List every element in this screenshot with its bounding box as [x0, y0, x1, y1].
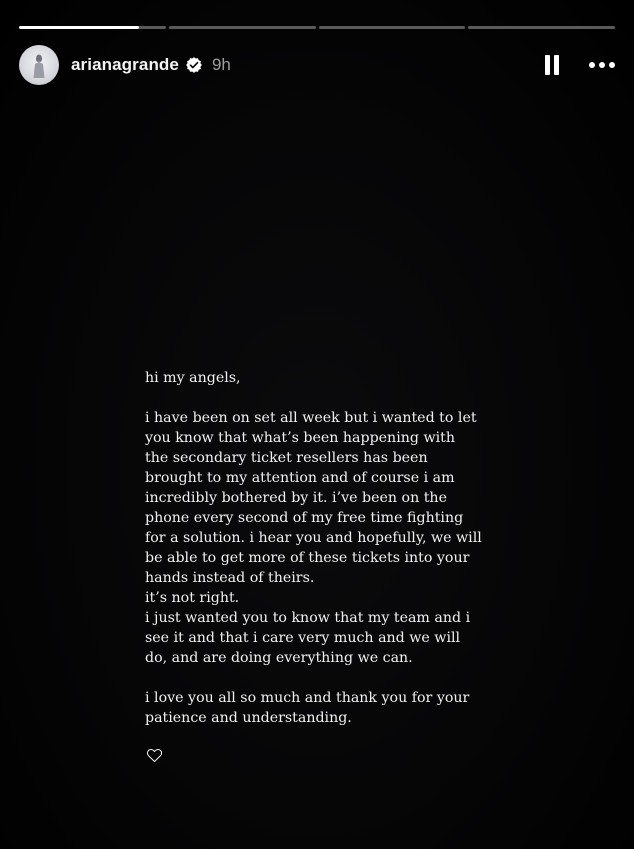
more-dot	[589, 62, 595, 68]
progress-segment	[19, 26, 166, 29]
letter-line: you know that what’s been happening with	[145, 430, 455, 446]
story-progress-bar	[19, 26, 615, 29]
paragraph-gap	[145, 388, 525, 408]
progress-segment	[468, 26, 615, 29]
pause-bar	[545, 55, 550, 75]
letter-line: it’s not right.	[145, 590, 240, 606]
progress-segment	[169, 26, 316, 29]
pause-bar	[554, 55, 559, 75]
letter-line: i have been on set all week but i wanted to let	[145, 410, 477, 426]
letter-line: i love you all so much and thank you for your	[145, 690, 470, 706]
more-dot	[599, 62, 605, 68]
letter-line: for a solution. i hear you and hopefully, we will	[145, 530, 482, 546]
verified-badge-icon	[185, 56, 203, 74]
pause-icon[interactable]	[545, 55, 559, 75]
post-time: 9h	[211, 55, 231, 74]
letter-line: phone every second of my free time fighting	[145, 510, 464, 526]
letter-line: be able to get more of these tickets into your	[145, 550, 470, 566]
letter-line: brought to my attention and of course i am	[145, 470, 455, 486]
letter-line: hi my angels,	[145, 370, 241, 386]
letter-line: the secondary ticket resellers has been	[145, 450, 428, 466]
more-dot	[609, 62, 615, 68]
heart-outline-icon	[146, 747, 163, 764]
paragraph-gap	[145, 668, 525, 688]
letter-line: i just wanted you to know that my team and i	[145, 610, 471, 626]
letter-line: do, and are doing everything we can.	[145, 650, 413, 666]
username[interactable]: arianagrande	[71, 55, 179, 74]
letter-line: patience and understanding.	[145, 710, 352, 726]
progress-fill	[19, 26, 139, 29]
letter-line: hands instead of theirs.	[145, 570, 315, 586]
letter-line: see it and that i care very much and we will	[145, 630, 461, 646]
avatar[interactable]	[19, 45, 59, 85]
more-options-icon[interactable]	[589, 61, 615, 69]
story-header	[19, 44, 615, 86]
avatar-photo	[33, 54, 45, 78]
story-letter-text	[145, 368, 525, 728]
story-controls	[545, 55, 615, 75]
letter-line: incredibly bothered by it. i’ve been on the	[145, 490, 447, 506]
progress-segment	[319, 26, 466, 29]
